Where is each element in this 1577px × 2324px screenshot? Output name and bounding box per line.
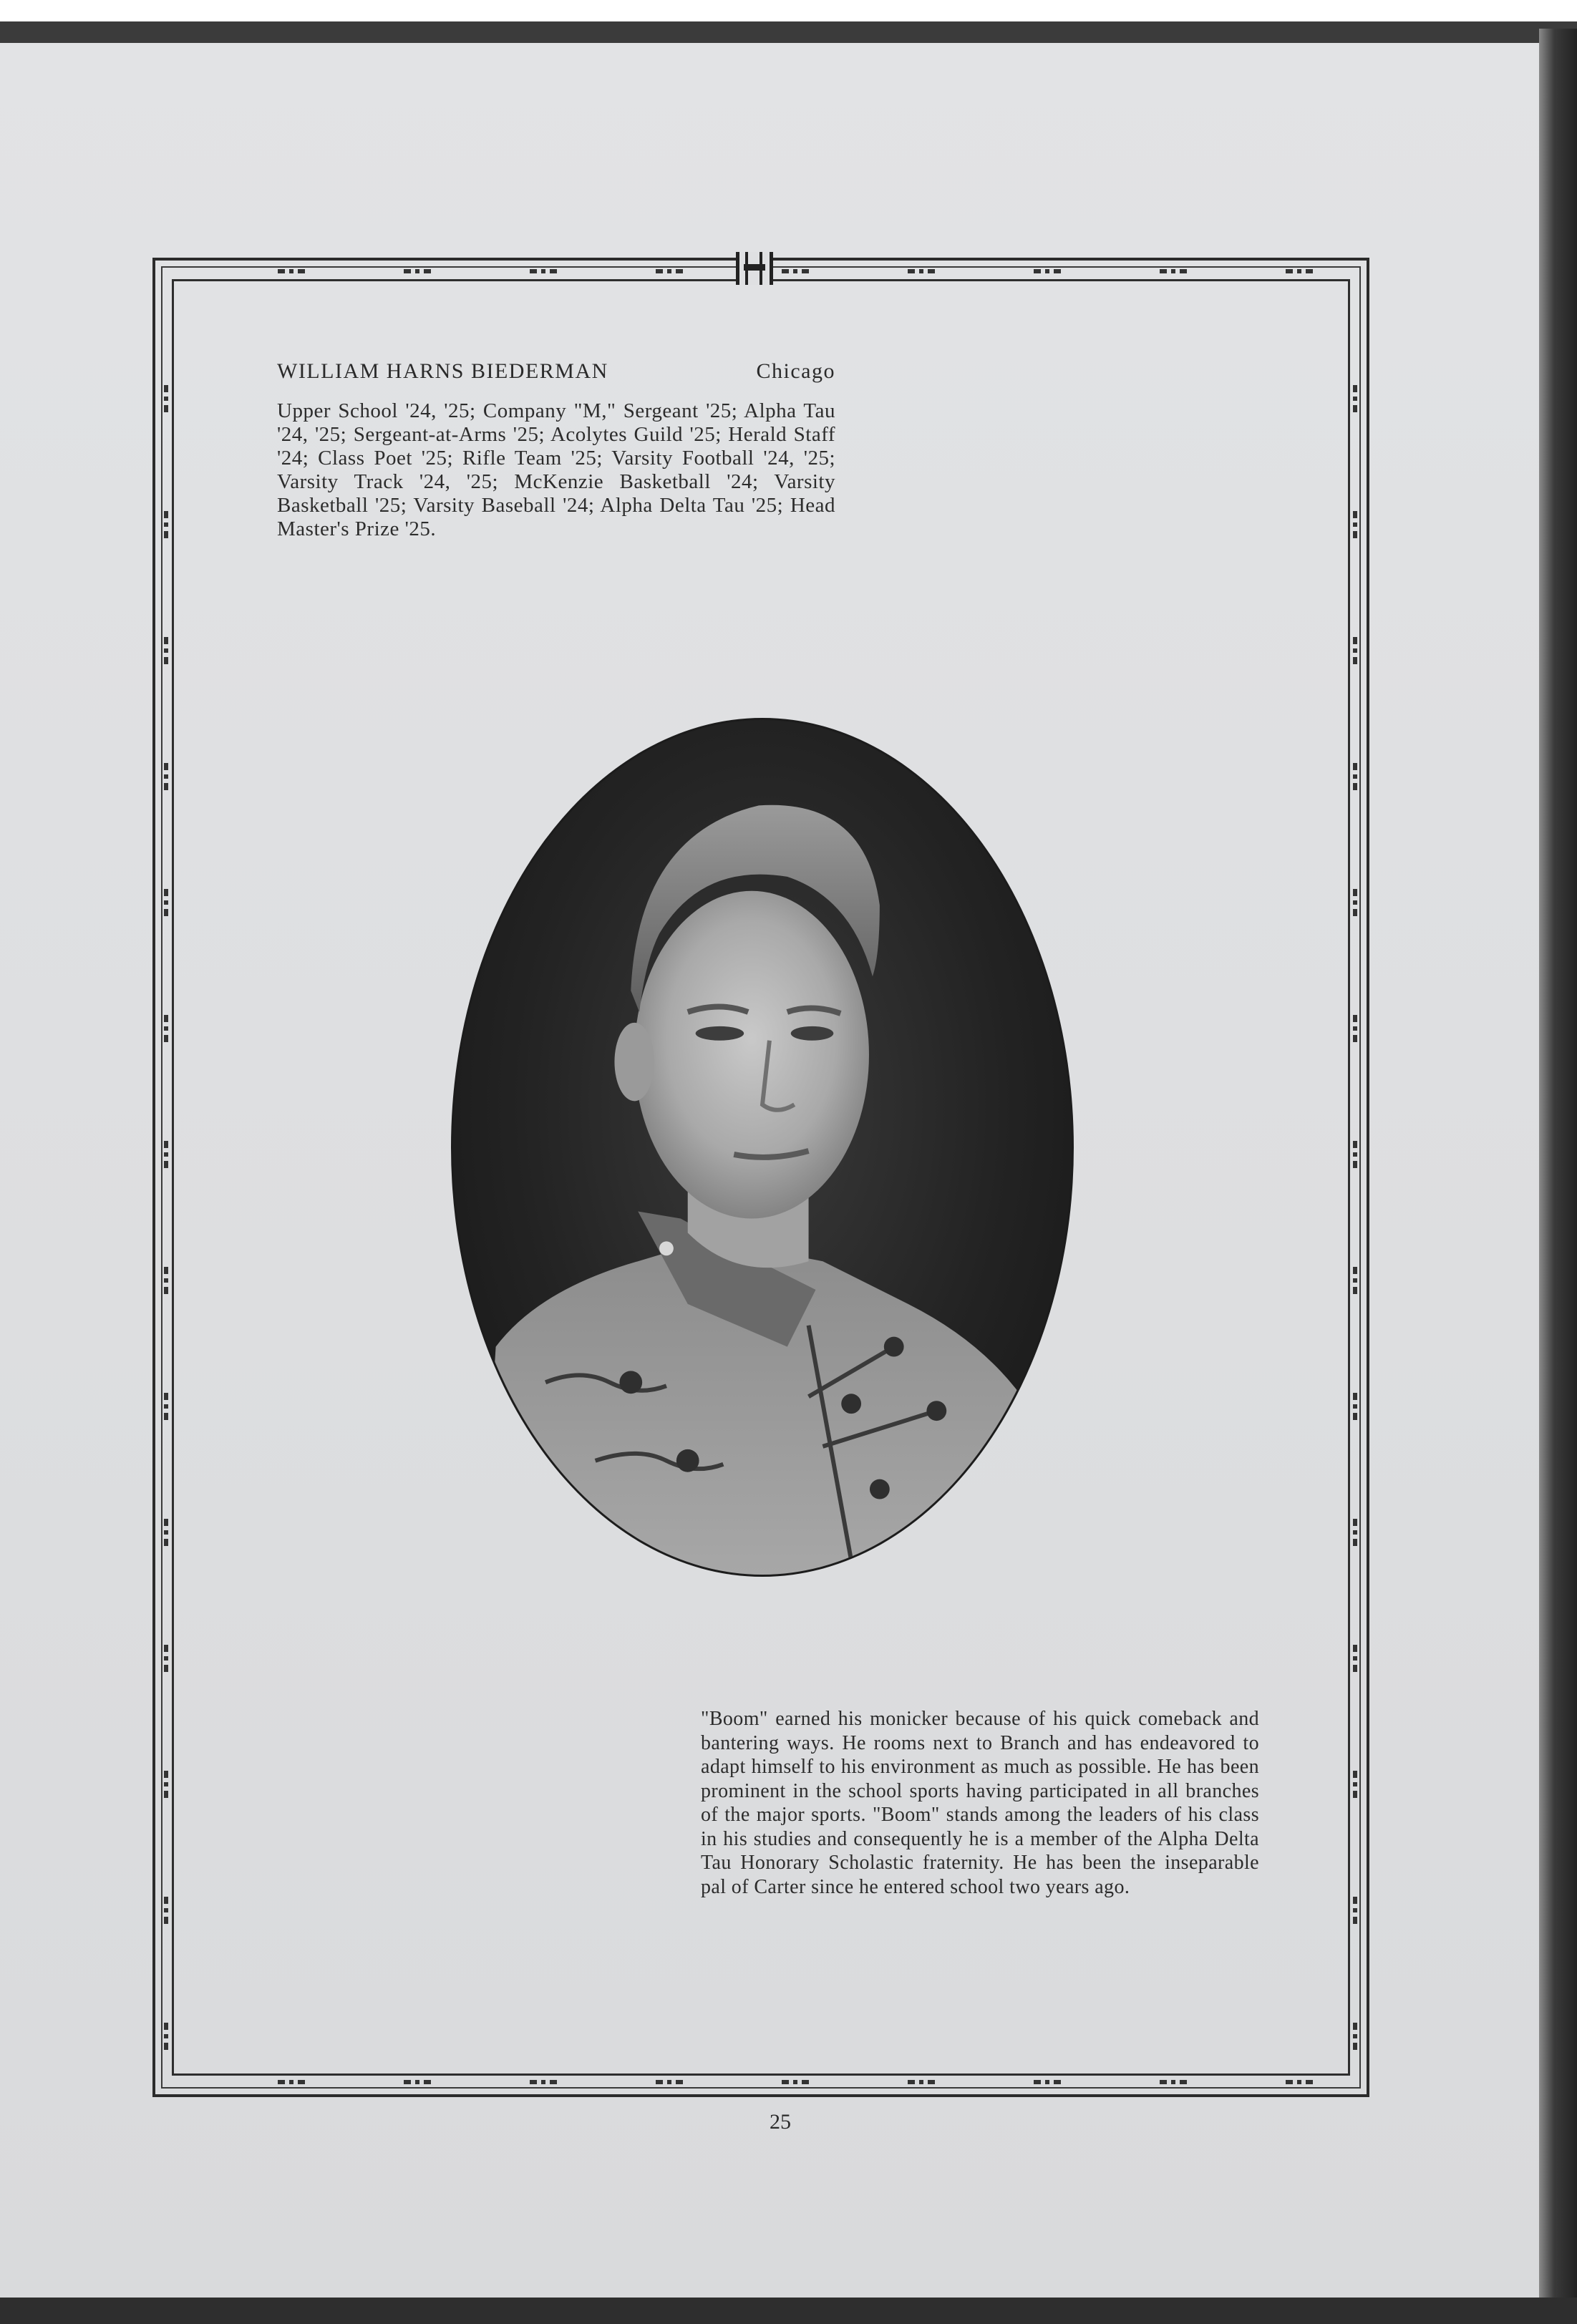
frame-ornament-left (164, 293, 168, 2068)
frame-ornament-right (1353, 293, 1357, 2068)
scan-edge-right (1539, 29, 1577, 2324)
page-number: 25 (770, 2110, 791, 2134)
frame-ornament-bottom (186, 2080, 1339, 2084)
h-emblem-icon (736, 252, 773, 285)
activities-paragraph: Upper School '24, '25; Company "M," Sergeant '25; Alpha Tau '24, '25; Sergeant-at-Arms '25; Acolytes Guild '25; Herald Staff '24; Class Poet '25; Rifle Team '25; Varsity Football '24, '25; Varsity Track '24, '25; McKenzie Basketball '24; Varsity Basketball '25; Varsity Baseball '24; Alpha Delta Tau '25; Head Master's Prize '25. (277, 399, 835, 540)
student-city: Chicago (756, 359, 835, 383)
bio-paragraph: "Boom" earned his monicker because of his quick comeback and bantering ways. He rooms next to Branch and has endeavored to adapt himself to his environment as much as possible. He has been prominent in the school sports having participated in all branches of the major sports. "Boom" stands among the leaders of his class in his studies and consequently he is a member of the Alpha Delta Tau Honorary Scholastic fraternity. He has been the inseparable pal of Carter since he entered school two years ago. (701, 1708, 1259, 1898)
student-name: WILLIAM HARNS BIEDERMAN (277, 359, 608, 383)
portrait-photo (451, 718, 1074, 1577)
scan-edge-top (0, 21, 1577, 46)
profile-header (277, 359, 835, 388)
portrait-illustration (453, 720, 1072, 1575)
scan-edge-bottom (0, 2298, 1577, 2324)
